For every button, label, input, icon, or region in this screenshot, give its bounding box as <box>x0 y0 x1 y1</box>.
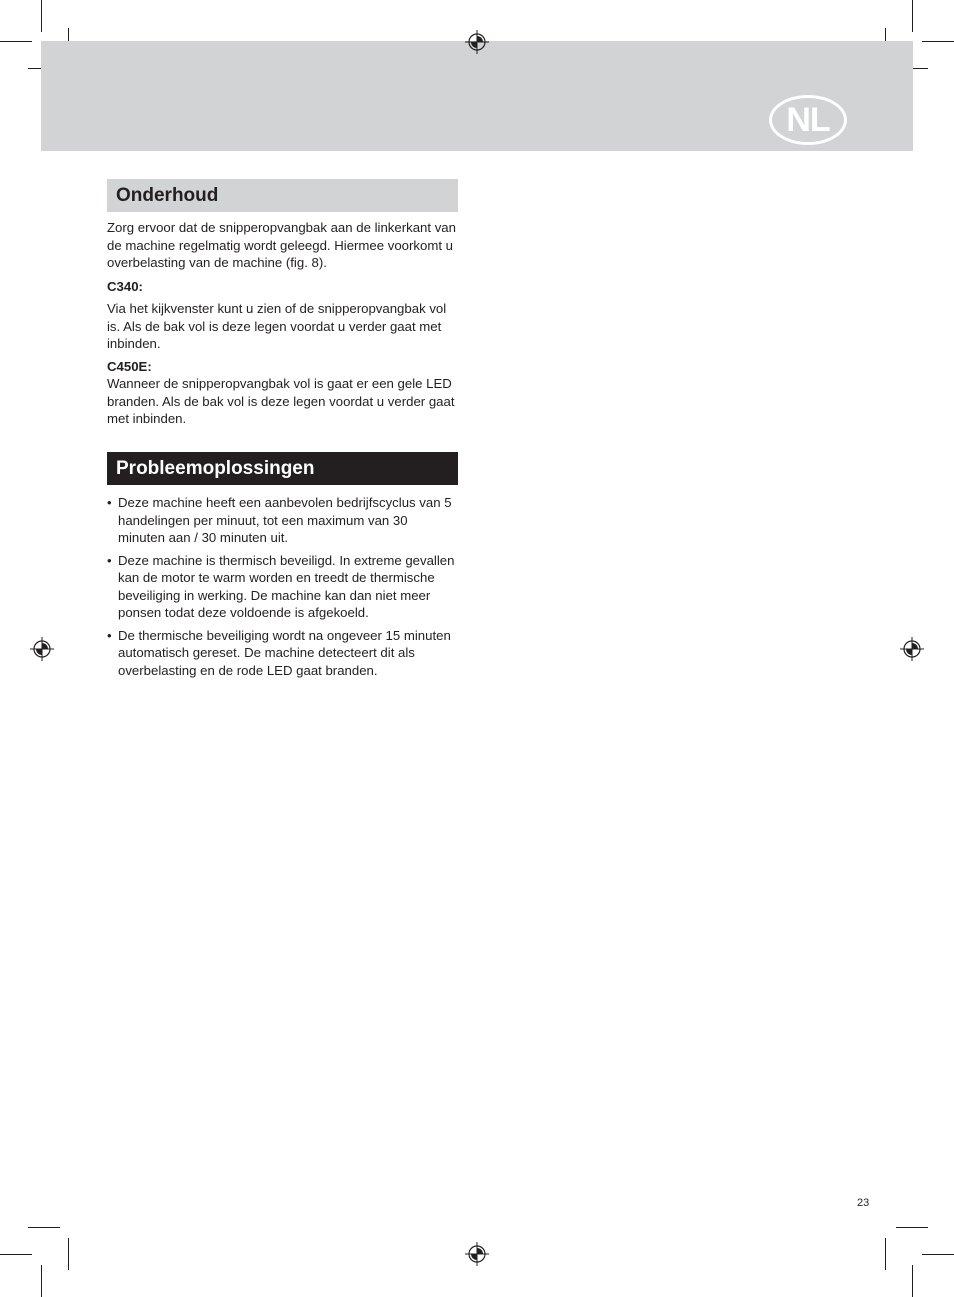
language-badge: NL <box>769 95 847 145</box>
troubleshooting-heading: Probleemoplossingen <box>107 452 458 485</box>
crop-mark-icon <box>922 1254 954 1255</box>
list-item <box>107 494 458 547</box>
maintenance-heading: Onderhoud <box>107 179 458 212</box>
bullet-icon: • <box>107 552 112 568</box>
troubleshooting-section <box>107 452 458 679</box>
c450e-text: Wanneer de snipperopvangbak vol is gaat er een gele LED branden. Als de bak vol is deze legen voordat u verder gaat met inbinden. <box>107 376 455 426</box>
crop-mark-icon <box>68 1238 69 1270</box>
crop-mark-icon <box>885 1238 886 1270</box>
crop-mark-icon <box>0 1254 32 1255</box>
c340-label: C340: <box>107 278 143 294</box>
crop-mark-icon <box>41 1265 42 1297</box>
registration-mark-icon <box>900 637 924 661</box>
list-item <box>107 627 458 680</box>
page-number: 23 <box>857 1197 870 1209</box>
registration-mark-icon <box>30 637 54 661</box>
header-banner <box>41 41 913 151</box>
list-item-text: De thermische beveiliging wordt na ongeveer 15 minuten automatisch gereset. De machine detecteert dit als overbelasting en de rode LED gaat branden. <box>118 627 451 678</box>
list-item <box>107 552 458 622</box>
bullet-icon: • <box>107 627 112 643</box>
registration-mark-icon <box>465 30 489 54</box>
c450e-label: C450E: <box>107 358 152 374</box>
crop-mark-icon <box>28 1227 60 1228</box>
bullet-icon: • <box>107 495 112 510</box>
crop-mark-icon <box>912 1265 913 1297</box>
c340-text: Via het kijkvenster kunt u zien of de snipperopvangbak vol is. Als de bak vol is deze legen voordat u verder gaat met inbinden. <box>107 301 447 351</box>
crop-mark-icon <box>912 0 913 32</box>
list-item-text: Deze machine heeft een aanbevolen bedrijfscyclus van 5 handelingen per minuut, tot een maximum van 30 minuten aan / 30 minuten uit. <box>118 495 452 545</box>
crop-mark-icon <box>0 41 32 42</box>
maintenance-section <box>107 179 458 428</box>
crop-mark-icon <box>922 41 954 42</box>
list-item-text: Deze machine is thermisch beveiligd. In extreme gevallen kan de motor te warm worden en treedt de thermische beveiliging in werking. De machine kan dan niet meer ponsen todat deze voldoende is afgekoeld. <box>118 552 455 620</box>
registration-mark-icon <box>465 1242 489 1266</box>
maintenance-intro: Zorg ervoor dat de snipperopvangbak aan de linkerkant van de machine regelmatig wordt geleegd. Hiermee voorkomt u overbelasting van de machine (fig. 8). <box>107 220 456 270</box>
crop-mark-icon <box>896 1227 928 1228</box>
crop-mark-icon <box>41 0 42 32</box>
